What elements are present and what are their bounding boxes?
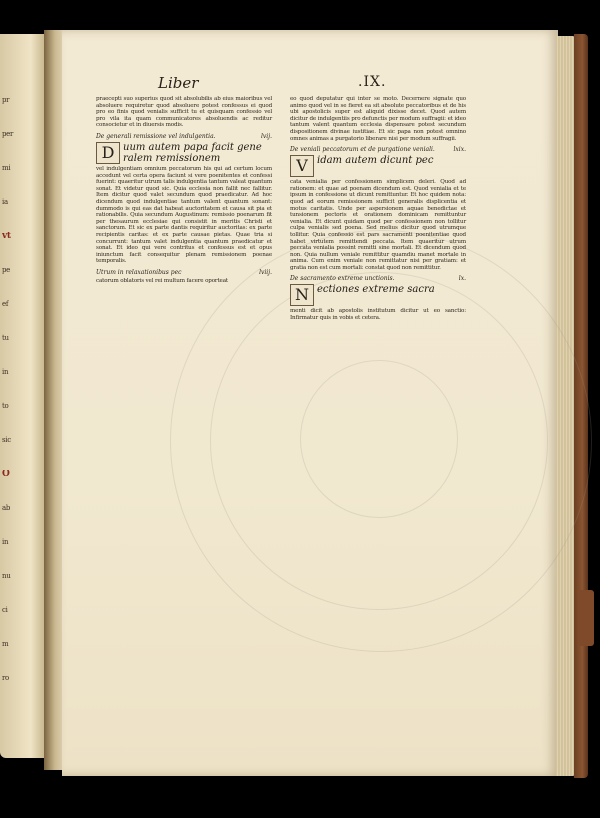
initial-capital: V	[290, 155, 314, 177]
right-section-heading	[290, 155, 466, 177]
section2-heading-text: ectiones extreme sacra	[317, 284, 435, 296]
right-chapter-title	[290, 146, 466, 154]
right-body-paragraph: cata venialia per confessionem simplicem deleri. Quod ad rationem: et quae ad poenam dicendum est. Quod venialia et te ipsum in confessione ut dicunt remittuntur. Et hoc quidem nota: quod ad eorum remissionem sufficit generalis displicentia et motus caritatis. Unde per aspersionem aquae benedictae et tunsionem pectoris et orationem dominicam remittuntur venialia. Et dicunt quidam quod per confessionem non tollitur culpa venialis sed poena. Sed melius dicitur quod utrumque tollitur. Quia confessio est pars sacramenti poenitentiae quod habet virtutem remittendi peccata. Item quaeritur utrum peccata venialia possint remitti sine mortali. Et dicendum quod non. Quia nullum veniale remittitur quamdiu manet mortale in anima. Cum enim veniale non remittatur nisi per gratiam: et gratia non est cum mortali: constat quod non remittitur.	[290, 179, 466, 271]
left-margin-fragment: mi	[2, 164, 11, 172]
left-margin-fragment: to	[2, 402, 9, 410]
left-section-heading	[96, 142, 272, 164]
right-text-column	[290, 96, 466, 324]
book-cover-edge	[574, 34, 588, 778]
left-margin-fragment: ab	[2, 504, 11, 512]
left-intro-paragraph: praecepti suo superius quod sit absolubilis ab eius maioribus vel absoluere requiretur quod absoluere potest confessus ei quod pro eo finis quod venialis sufficit tu et quisquam confessio vel pro vila ita quam communicatores absoluendis ac reditur consocietur et in diuersis modis.	[96, 96, 272, 129]
left-margin-fragment: ci	[2, 606, 8, 614]
chapter2-title-text: De sacramento extreme unctionis.	[290, 275, 395, 283]
left-chapter-title	[96, 133, 272, 141]
right-intro-paragraph: eo quod deputatur qui inter se moto. Decernere signate quo animo quod vel in se fieret ea sit absolute peccatoribus et de his ubi apostolicis super est aliquid dixisse decet. Quod autem dicitur de indulgentiis pro defunctis per modum suffragii: et ideo tantum valent quantum ecclesia dispensare potest secundum dispositionem divinae iustitiae. Et sic papa non potest omnino omnes animas a purgatorio liberare nisi per modum suffragii.	[290, 96, 466, 142]
folio-number: .IX.	[358, 74, 387, 90]
chapter-title-text: De generali remissione vel indulgentia.	[96, 132, 216, 140]
left-chapter2-line	[96, 269, 272, 277]
left-margin-fragment: in	[2, 368, 9, 376]
chapter-title-text: De veniali peccatorum et de purgatione veniali.	[290, 146, 435, 154]
initial-capital: D	[96, 142, 120, 164]
right-tail-paragraph: menti dicit ab apostolis institutum dicitur ut eo sanctio: Infirmatur quis in vobis et cetera.	[290, 308, 466, 322]
chapter-number: lvij.	[261, 132, 272, 140]
left-body-paragraph: vel indulgentiam omnium peccatorum his qui ad certum locum accedunt vel certa opera faciunt si vere poenitentes et confessi fuerint: quaeritur utrum talis indulgentia tantum valeat quantum sonat. Et videtur quod sic. Quia ecclesia non fallit nec fallitur. Item dicitur quod valet secundum quod praedicatur. Ad hoc dicendum quod indulgentiae tantum valent quantum sonant: dummodo is qui eas dat habeat auctoritatem et causa sit pia et rationabilis. Quia secundum Augustinum: remissio poenarum fit per thesaurum ecclesiae qui consistit in meritis Christi et sanctorum. Et sic ex parte dantis requiritur auctoritas: ex parte recipientis caritas: et ex parte causae pietas. Quae tria si concurrunt: tantum valet indulgentia quantum praedicatur et sonat. Et ideo qui vere contritus et confessus est et opus iniunctum facit consequitur plenam remissionem poenae temporalis.	[96, 165, 272, 265]
left-margin-fragment: pe	[2, 266, 11, 274]
left-margin-fragment: in	[2, 538, 9, 546]
left-margin-fragment: sic	[2, 436, 11, 444]
chapter2-title-text: Utrum in relaxationibus pec	[96, 268, 182, 276]
chapter2-number: lviij.	[259, 268, 272, 276]
left-margin-fragment: ia	[2, 198, 8, 206]
left-margin-fragment: per	[2, 130, 14, 138]
right-chapter2-line	[290, 275, 466, 283]
left-chapter2-text: catorum oblatoris vel rei multum facere oporteat	[96, 277, 229, 284]
left-margin-fragment: pr	[2, 96, 10, 104]
chapter2-number: lx.	[458, 275, 466, 283]
left-margin-fragment: nu	[2, 572, 11, 580]
left-text-column	[96, 96, 272, 286]
left-margin-fragment: tu	[2, 334, 9, 342]
left-margin-fragment: vt	[2, 232, 11, 241]
section-heading-text: idam autem dicunt pec	[317, 155, 434, 167]
running-head: Liber	[158, 74, 199, 92]
left-margin-fragment: ro	[2, 674, 9, 682]
chapter-number: lxix.	[453, 146, 466, 154]
left-margin-fragment: O	[2, 470, 10, 479]
initial-capital-placeholder: N	[290, 284, 314, 306]
left-margin-fragment: m	[2, 640, 9, 648]
bookmark-tab	[578, 590, 594, 646]
section-heading-text: uum autem papa facit gene ralem remissionem	[123, 141, 262, 164]
left-margin-fragment: ef	[2, 300, 9, 308]
right-section2-heading	[290, 284, 466, 306]
left-page-edge	[0, 34, 44, 758]
